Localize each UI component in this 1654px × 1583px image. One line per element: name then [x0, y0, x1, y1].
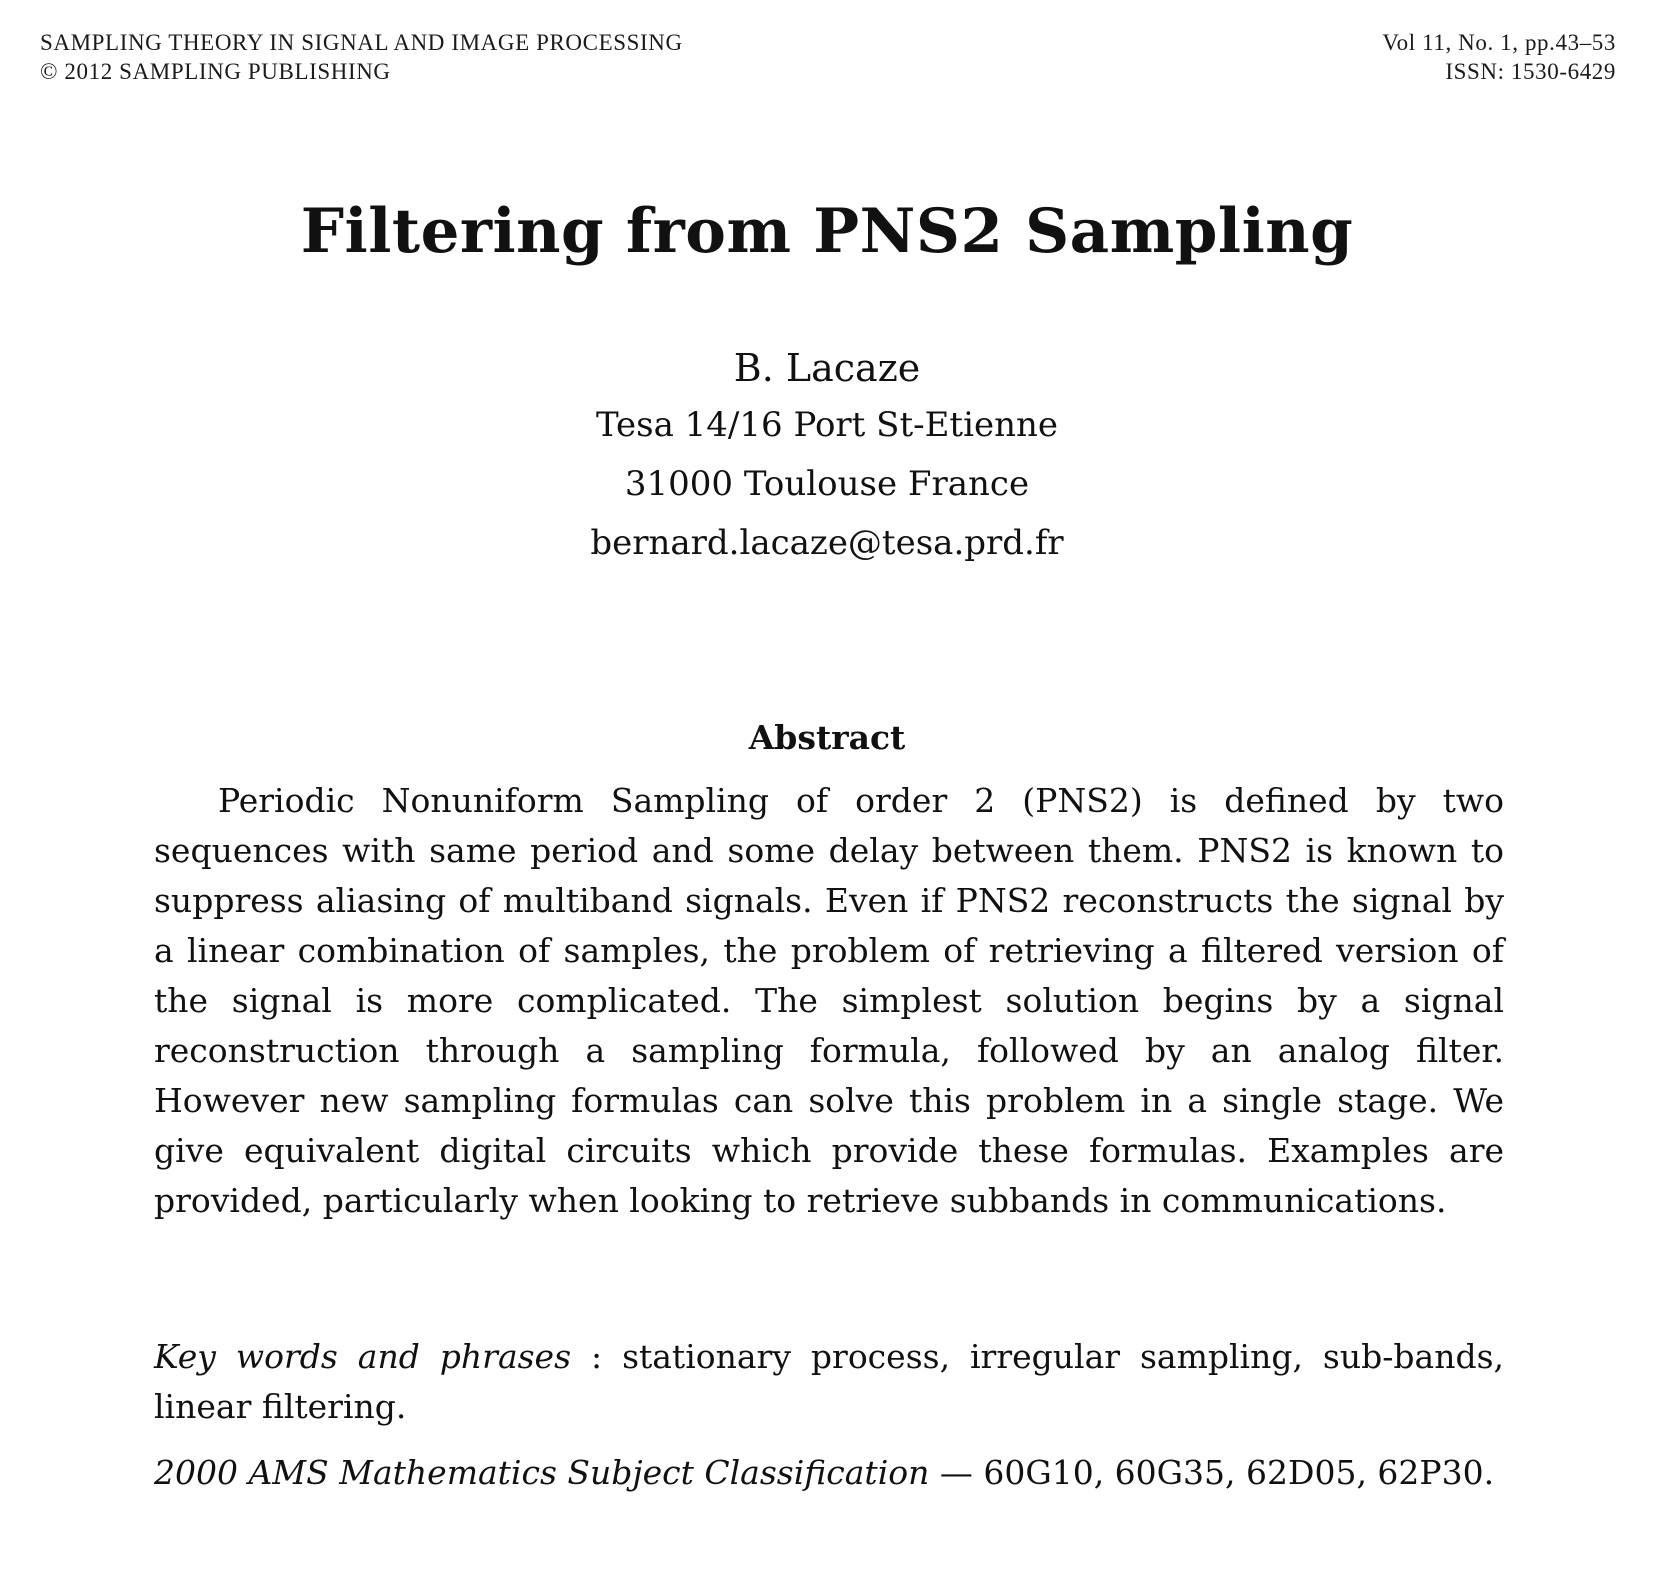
running-head-left: [40, 28, 683, 86]
keywords-label: Key words and phrases: [154, 1337, 572, 1376]
keywords-text: stationary process, irregular sampling, sub-bands, linear filtering.: [154, 1337, 1504, 1426]
abstract-text: Periodic Nonuniform Sampling of order 2 (PNS2) is defined by two sequences with same period and some delay between them. PNS2 is known to suppress aliasing of multiband signals. Even if PNS2 reconstructs the signal by a linear combination of samples, the problem of retrieving a filtered version of the signal is more complicated. The simplest solution begins by a signal reconstruction through a sampling formula, followed by an analog filter. However new sampling formulas can solve this problem in a single stage. We give equivalent digital circuits which provide these formulas. Examples are provided, particularly when looking to retrieve subbands in communications.: [154, 781, 1504, 1220]
ams-separator: —: [929, 1453, 984, 1492]
copyright-line: © 2012 SAMPLING PUBLISHING: [40, 59, 391, 84]
author-address-line-2: 31000 Toulouse France: [624, 464, 1030, 504]
author-email: bernard.lacaze@tesa.prd.fr: [590, 523, 1064, 563]
keywords-separator: :: [571, 1337, 623, 1376]
author-block: [0, 340, 1654, 573]
paper-title: Filtering from PNS2 Sampling: [300, 196, 1354, 267]
abstract-heading: Abstract: [748, 718, 906, 757]
ams-codes: 60G10, 60G35, 62D05, 62P30.: [983, 1453, 1495, 1492]
issn: ISSN: 1530-6429: [1445, 59, 1616, 84]
running-head: [40, 28, 1616, 86]
author-name: B. Lacaze: [733, 346, 921, 390]
ams-classification: [154, 1448, 1504, 1498]
ams-label: 2000 AMS Mathematics Subject Classification: [154, 1453, 930, 1492]
journal-name: SAMPLING THEORY IN SIGNAL AND IMAGE PROCESSING: [40, 30, 683, 55]
keywords: [154, 1332, 1504, 1432]
author-address-line-1: Tesa 14/16 Port St-Etienne: [595, 405, 1058, 445]
volume-info: Vol 11, No. 1, pp.43–53: [1382, 30, 1616, 55]
running-head-right: [1382, 28, 1616, 86]
